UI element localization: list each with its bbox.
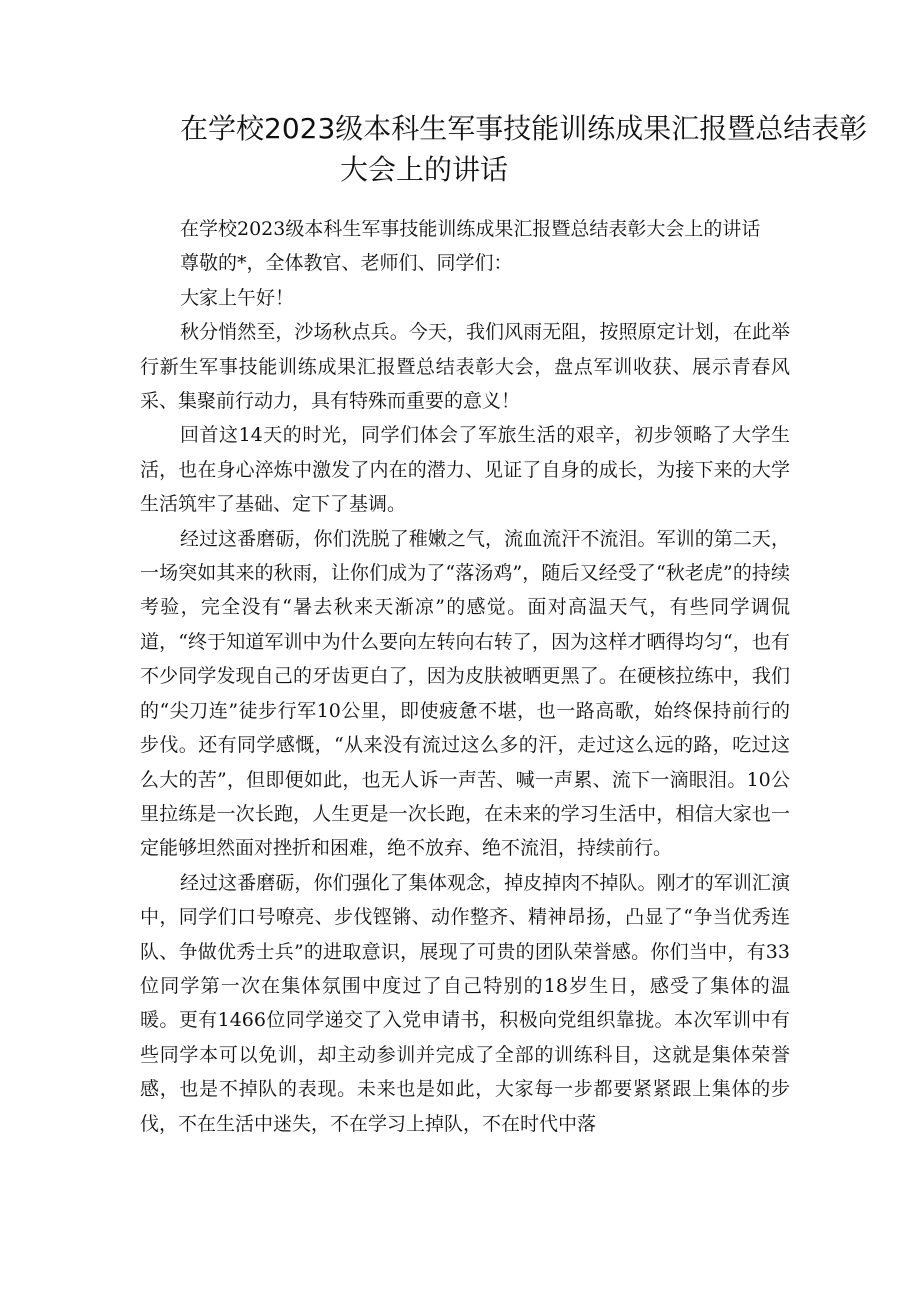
document-body (140, 212, 790, 1141)
body-paragraph-salutation: 尊敬的*，全体教官、老师们、同学们： (180, 252, 513, 275)
body-paragraph: 秋分悄然至，沙场秋点兵。今天，我们风雨无阻，按照原定计划，在此举行新生军事技能训练成果汇报暨总结表彰大会，盘点军训收获、展示青春风采、集聚前行动力，具有特殊而重要的意义！ (140, 321, 790, 413)
title-line-2: 大会上的讲话 (340, 153, 509, 186)
document-title (0, 108, 920, 190)
body-paragraph: 经过这番磨砺，你们强化了集体观念，掉皮掉肉不掉队。刚才的军训汇演中，同学们口号嘹亮、步伐铿锵、动作整齐、精神昂扬，凸显了“争当优秀连队、争做优秀士兵”的进取意识，展现了可贵的团队荣誉感。你们当中，有33位同学第一次在集体氛围中度过了自己特别的18岁生日，感受了集体的温暖。更有1466位同学递交了入党申请书，积极向党组织靠拢。本次军训中有些同学本可以免训，却主动参训并完成了全部的训练科目，这就是集体荣誉感，也是不掉队的表现。未来也是如此，大家每一步都要紧紧跟上集体的步伐，不在生活中迷失，不在学习上掉队，不在时代中落 (140, 871, 790, 1135)
body-paragraph-greeting: 大家上午好！ (180, 286, 295, 309)
body-paragraph: 经过这番磨砺，你们洗脱了稚嫩之气，流血流汗不流泪。军训的第二天，一场突如其来的秋雨，让你们成为了“落汤鸡”，随后又经受了“秋老虎”的持续考验，完全没有“暑去秋来天渐凉”的感觉。面对高温天气，有些同学调侃道，“终于知道军训中为什么要向左转向右转了，因为这样才晒得均匀“，也有不少同学发现自己的牙齿更白了，因为皮肤被晒更黑了。在硬核拉练中，我们的“尖刀连”徒步行军10公里，即使疲惫不堪，也一路高歌，始终保持前行的步伐。还有同学感慨，“从来没有流过这么多的汗，走过这么远的路，吃过这么大的苦”，但即便如此，也无人诉一声苦、喊一声累、流下一滴眼泪。10公里拉练是一次长跑，人生更是一次长跑，在未来的学习生活中，相信大家也一定能够坦然面对挫折和困难，绝不放弃、绝不流泪，持续前行。 (140, 527, 790, 860)
body-paragraph-heading: 在学校2023级本科生军事技能训练成果汇报暨总结表彰大会上的讲话 (180, 218, 761, 240)
body-paragraph: 回首这14天的时光，同学们体会了军旅生活的艰辛，初步领略了大学生活，也在身心淬炼中激发了内在的潜力、见证了自身的成长，为接下来的大学生活筑牢了基础、定下了基调。 (140, 424, 790, 516)
title-line-1: 在学校2023级本科生军事技能训练成果汇报暨总结表彰 (180, 112, 868, 145)
